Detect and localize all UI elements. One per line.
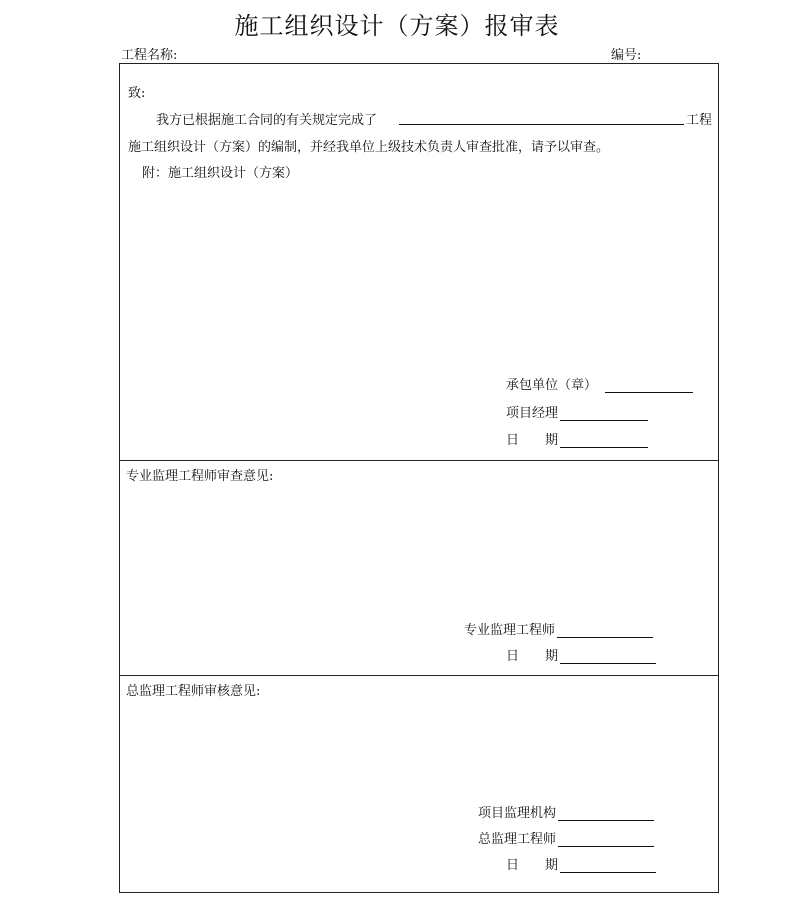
supervision-org-row [478, 802, 654, 821]
addressee-label: 致: [128, 86, 146, 101]
contractor-label: 承包单位（章） [506, 378, 598, 393]
engineer-date-field[interactable] [560, 649, 656, 664]
submission-date-row [506, 429, 648, 448]
completion-statement-body: 施工组织设计（方案）的编制，并经我单位上级技术负责人审查批准，请予以审查。 [128, 140, 610, 155]
project-name-label: 工程名称: [121, 48, 178, 63]
attachment-note: 附：施工组织设计（方案） [142, 166, 299, 181]
chief-review-section [120, 675, 718, 905]
engineer-signature-row [464, 619, 653, 638]
chief-date-label: 日 期 [506, 858, 559, 873]
chief-engineer-signature-field[interactable] [558, 832, 654, 847]
submission-section [120, 64, 718, 460]
engineer-date-label: 日 期 [506, 649, 559, 664]
manager-signature-row [506, 402, 648, 421]
chief-date-row [506, 854, 656, 873]
contractor-signature-field[interactable] [605, 378, 693, 393]
project-name-blank[interactable] [399, 124, 684, 125]
chief-review-heading: 总监理工程师审核意见: [126, 684, 261, 699]
engineer-date-row [506, 645, 656, 664]
submission-date-field[interactable] [560, 433, 648, 448]
project-manager-signature-field[interactable] [560, 406, 648, 421]
chief-engineer-label: 总监理工程师 [478, 832, 557, 847]
review-form [119, 63, 719, 893]
supervision-org-field[interactable] [558, 806, 654, 821]
engineer-review-section [120, 460, 718, 675]
contractor-signature-row [506, 374, 693, 393]
submission-date-label: 日 期 [506, 433, 559, 448]
chief-date-field[interactable] [560, 858, 656, 873]
completion-statement-suffix: 工程 [686, 113, 713, 128]
chief-signature-row [478, 828, 654, 847]
completion-statement-prefix: 我方已根据施工合同的有关规定完成了 [156, 113, 378, 128]
engineer-review-heading: 专业监理工程师审查意见: [126, 469, 274, 484]
project-manager-label: 项目经理 [506, 406, 559, 421]
supervision-org-label: 项目监理机构 [478, 806, 557, 821]
serial-number-label: 编号: [611, 48, 642, 63]
engineer-label: 专业监理工程师 [464, 623, 556, 638]
engineer-signature-field[interactable] [557, 623, 653, 638]
page-title: 施工组织设计（方案）报审表 [234, 12, 560, 40]
